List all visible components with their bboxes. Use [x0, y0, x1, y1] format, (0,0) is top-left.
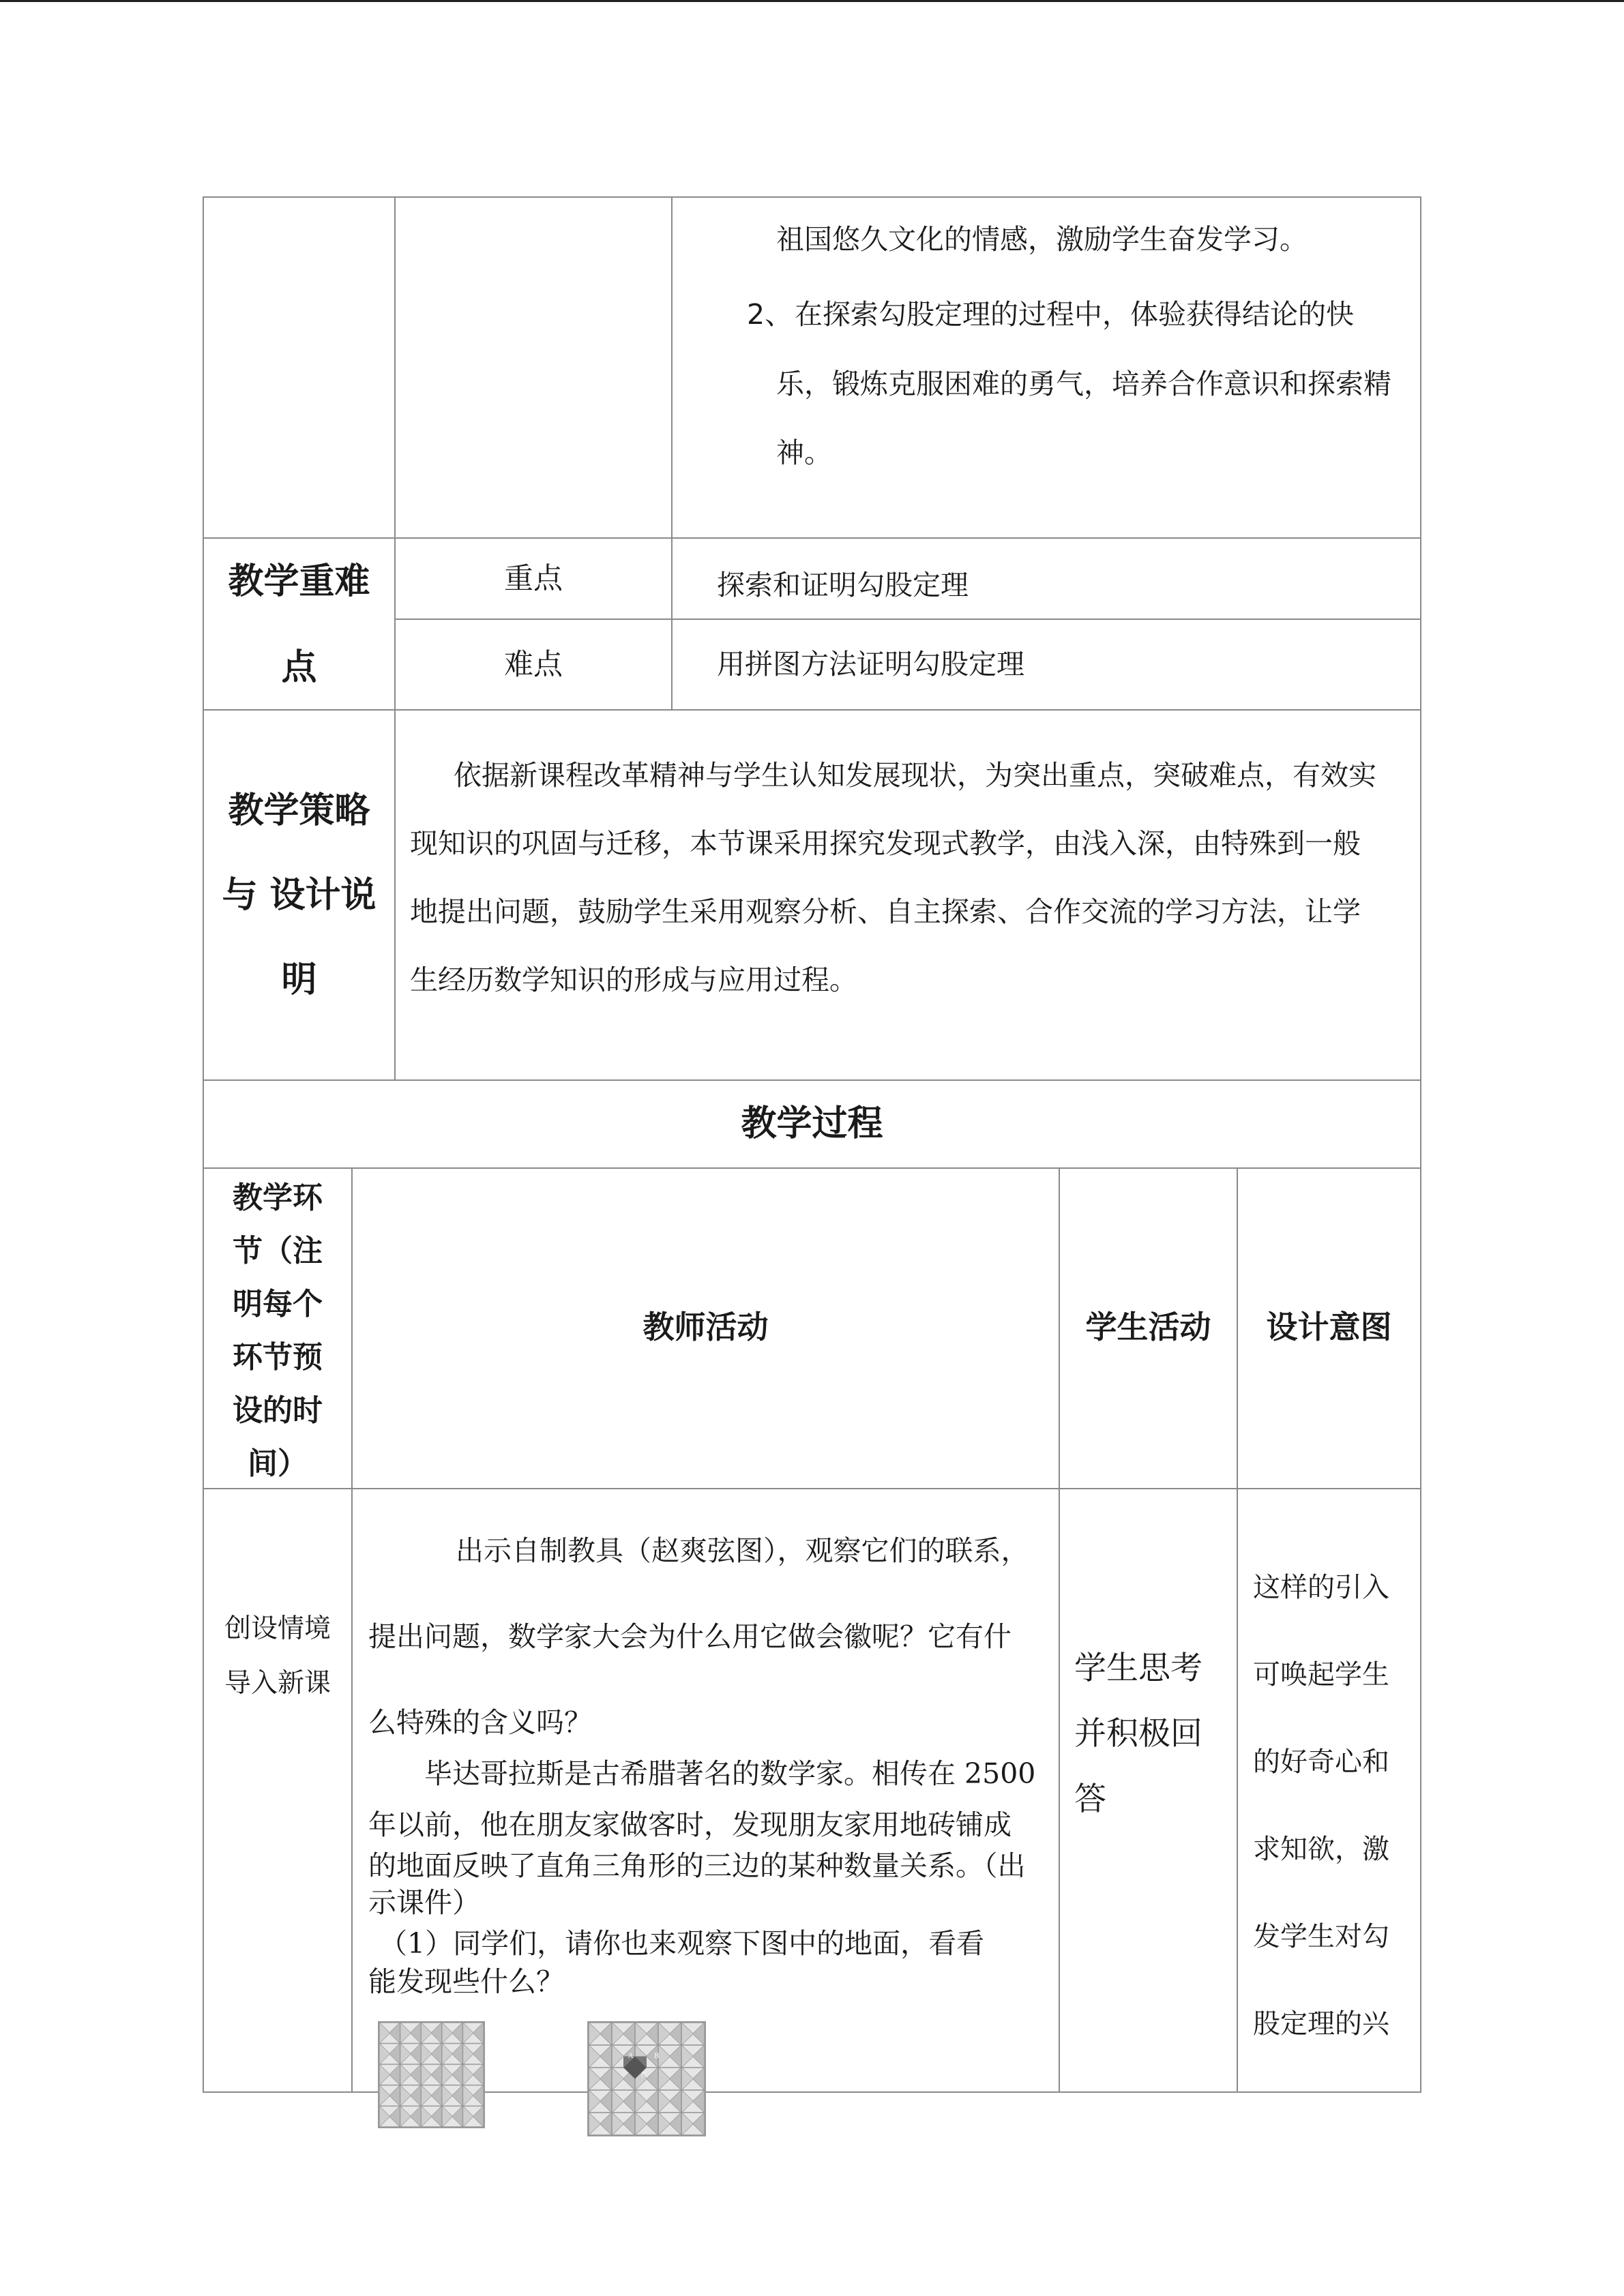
header-line: 环节预 — [233, 1340, 323, 1375]
goal-item-number: 2、 — [747, 298, 793, 331]
goal-text-line: 在探索勾股定理的过程中，体验获得结论的快 — [795, 298, 1354, 331]
intent-text-line: 的好奇心和 — [1253, 1746, 1389, 1778]
intent-text-line: 求知欲，激 — [1253, 1834, 1389, 1865]
strategy-text-line: 生经历数学知识的形成与应用过程。 — [410, 964, 857, 996]
divider — [1059, 1167, 1060, 2092]
divider — [671, 196, 673, 709]
focus-label: 重点 — [504, 562, 563, 596]
divider — [203, 1167, 1421, 1169]
divider — [203, 709, 1421, 711]
header-line: 明每个 — [233, 1287, 323, 1322]
floor-tile-figure — [378, 2021, 485, 2128]
focus-value: 探索和证明勾股定理 — [717, 569, 969, 601]
stage-column-header — [204, 1172, 351, 1491]
tile-label-c: C — [641, 2072, 647, 2079]
teacher-text-line: 能发现些什么？ — [368, 1965, 564, 1998]
header-line: 设的时 — [233, 1393, 323, 1428]
strategy-text-line: 现知识的巩固与迁移，本节课采用探究发现式教学，由浅入深，由特殊到一般 — [410, 827, 1361, 860]
goal-text-line: 祖国悠久文化的情感，激励学生奋发学习。 — [776, 223, 1308, 256]
page-top-edge — [0, 0, 1624, 2]
divider — [203, 1079, 1421, 1081]
teacher-activity-header: 教师活动 — [643, 1309, 769, 1345]
divider — [351, 1167, 353, 2092]
tile-pattern-image — [379, 2023, 484, 2127]
table-right-border — [1420, 196, 1421, 2092]
stage-cell-line: 导入新课 — [224, 1668, 331, 1699]
divider — [394, 618, 1421, 620]
divider — [203, 1488, 1421, 1489]
header-line: 节（注 — [233, 1234, 323, 1268]
student-text-line: 答 — [1074, 1780, 1106, 1818]
teacher-text-line: 出示自制教具（赵爽弦图），观察它们的联系， — [456, 1534, 1029, 1567]
student-activity-header: 学生活动 — [1085, 1309, 1211, 1345]
teacher-text-line: 的地面反映了直角三角形的三边的某种数量关系。（出 — [368, 1849, 1026, 1882]
difficulty-label: 难点 — [504, 648, 563, 682]
strategy-text-line: 依据新课程改革精神与学生认知发展现状，为突出重点，突破难点，有效实 — [454, 759, 1376, 792]
tile-label-a: A — [628, 2053, 634, 2060]
tile-label-b: B — [654, 2053, 660, 2060]
divider — [1237, 1167, 1238, 2092]
table-top-border — [203, 196, 1421, 198]
strategy-header: 教学策略 — [228, 790, 370, 831]
design-intent-header: 设计意图 — [1266, 1309, 1392, 1345]
process-title: 教学过程 — [741, 1103, 883, 1144]
teacher-text-line: 示课件） — [368, 1886, 480, 1919]
key-points-header: 教学重难 — [228, 561, 370, 602]
strategy-text-line: 地提出问题，鼓励学生采用观察分析、自主探索、合作交流的学习方法，让学 — [410, 895, 1361, 928]
teacher-text-line: （1）同学们，请你也来观察下图中的地面，看看 — [379, 1927, 985, 1960]
floor-tile-figure-with-triangle — [587, 2021, 706, 2136]
teacher-text-line: 提出问题，数学家大会为什么用它做会徽呢？它有什 — [368, 1620, 1012, 1653]
divider — [203, 537, 1421, 539]
strategy-header: 明 — [281, 959, 317, 1000]
header-line: 间） — [248, 1446, 308, 1481]
teacher-text-line: 年以前，他在朋友家做客时，发现朋友家用地砖铺成 — [368, 1808, 1012, 1841]
key-points-header: 点 — [281, 647, 317, 688]
goal-text-line: 乐，锻炼克服困难的勇气，培养合作意识和探索精 — [776, 368, 1391, 400]
stage-cell-line: 创设情境 — [224, 1613, 331, 1644]
difficulty-value: 用拼图方法证明勾股定理 — [717, 648, 1024, 681]
intent-text-line: 可唤起学生 — [1253, 1659, 1389, 1690]
divider — [394, 196, 396, 1079]
header-line: 教学环 — [233, 1180, 323, 1215]
student-text-line: 并积极回 — [1074, 1715, 1202, 1753]
tile-pattern-image — [589, 2023, 705, 2135]
strategy-header: 与 设计说 — [222, 875, 377, 916]
teacher-text-line: 么特殊的含义吗？ — [368, 1706, 592, 1739]
student-text-line: 学生思考 — [1074, 1650, 1202, 1687]
intent-text-line: 这样的引入 — [1253, 1572, 1389, 1603]
teacher-text-line: 毕达哥拉斯是古希腊著名的数学家。相传在 2500 — [424, 1757, 1036, 1790]
goal-text-line: 神。 — [776, 436, 832, 469]
intent-text-line: 发学生对勾 — [1253, 1921, 1389, 1952]
intent-text-line: 股定理的兴 — [1253, 2008, 1389, 2040]
